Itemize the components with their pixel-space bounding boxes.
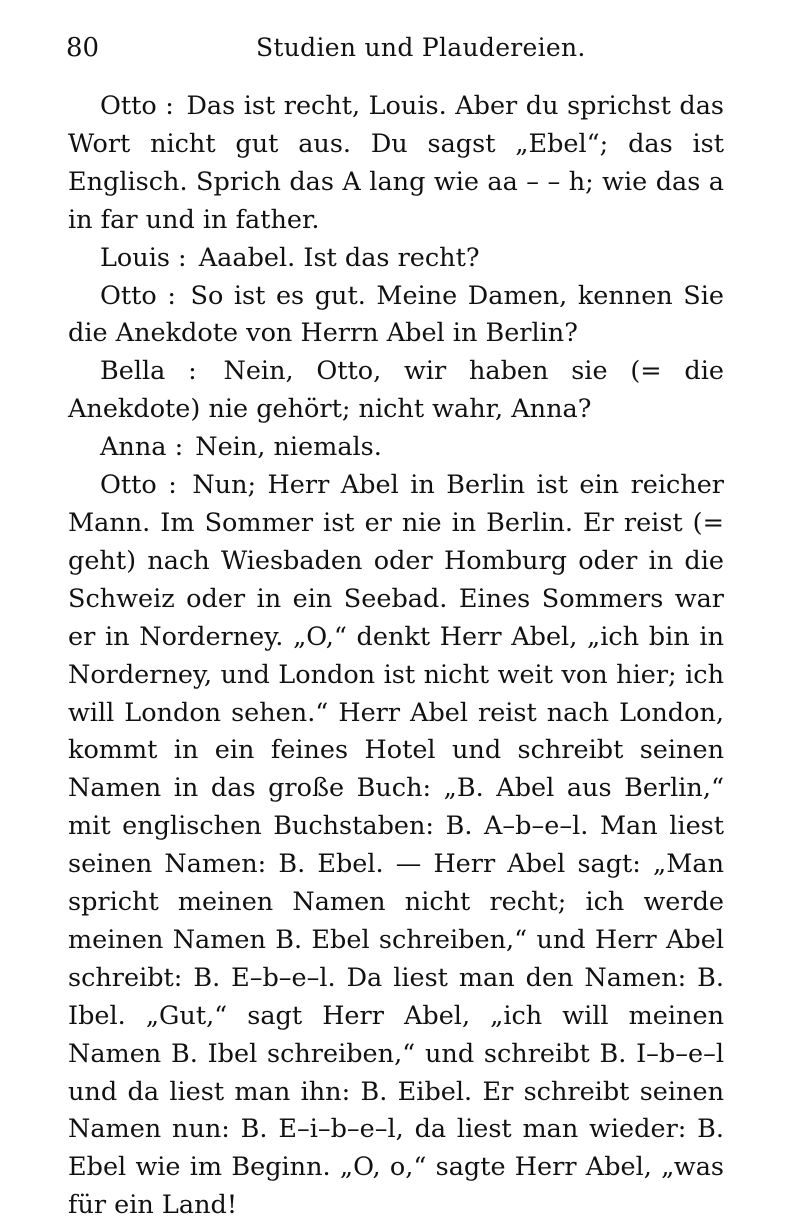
speaker-name: Louis bbox=[100, 242, 170, 273]
speaker-name: Bella bbox=[100, 356, 166, 387]
speaker-name: Otto bbox=[100, 280, 157, 311]
dialogue-text: Nun; Herr Abel in Berlin ist ein reicher Mann. Im Sommer ist er nie in Berlin. Er reist (= geht) nach Wiesbaden oder Homburg oder in die Schweiz oder in ein Seebad. Eines Sommers war er in Norderney. „O,“ denkt Herr Abel, „ich bin in Norderney, und London ist nicht weit von hier; ich will London sehen.“ Herr Abel reist nach London, kommt in ein feines Hotel und schreibt seinen Namen in das große Buch: „B. Abel aus Berlin,“ mit englischen Buchstaben: B. A–b–e–l. Man liest seinen Namen: B. Ebel. — Herr Abel sagt: „Man spricht meinen Namen nicht recht; ich werde meinen Namen B. Ebel schreiben,“ und Herr Abel schreibt: B. E–b–e–l. Da liest man den Namen: B. Ibel. „Gut,“ sagt Herr Abel, „ich will meinen Namen B. Ibel schreiben,“ und schreibt B. I–b–e–l und da liest man ihn: B. Eibel. Er schreibt seinen Namen nun: B. E–i–b–e–l, da liest man wieder: B. Ebel wie im Beginn. „O, o,“ sagte Herr Abel, „was für ein Land! bbox=[68, 470, 724, 1221]
dialogue-text: Das ist recht, Louis. Aber du sprichst das Wort nicht gut aus. Du sagst „Ebel“; das ist Englisch. Sprich das A lang wie aa – – h; wie das a in far und in father. bbox=[68, 91, 725, 235]
dialogue-text: Aaabel. Ist das recht? bbox=[198, 242, 480, 273]
speaker-name: Anna bbox=[100, 432, 167, 463]
dialogue-text: So ist es gut. Meine Damen, kennen Sie die Anekdote von Herrn Abel in Berlin? bbox=[68, 280, 725, 349]
dialogue-text: Nein, niemals. bbox=[195, 432, 382, 463]
page-header bbox=[66, 28, 726, 68]
dialogue-paragraph: Otto : Das ist recht, Louis. Aber du sprichst das Wort nicht gut aus. Du sagst „Ebel“; das ist Englisch. Sprich das A lang wie aa – – h; wie das a in far und in father. bbox=[68, 91, 725, 235]
dialogue-paragraph: Louis : Aaabel. Ist das recht? bbox=[100, 242, 480, 273]
running-title: Studien und Plaudereien. bbox=[256, 33, 586, 62]
dialogue-paragraph: Bella : Nein, Otto, wir haben sie (= die Anekdote) nie gehört; nicht wahr, Anna? bbox=[68, 356, 725, 425]
page-number: 80 bbox=[66, 33, 100, 63]
speaker-name: Otto bbox=[100, 91, 157, 121]
dialogue-paragraph: Anna : Nein, niemals. bbox=[100, 432, 382, 463]
dialogue-text: Nein, Otto, wir haben sie (= die Anekdote) nie gehört; nicht wahr, Anna? bbox=[68, 356, 725, 425]
dialogue-paragraph: Otto : Nun; Herr Abel in Berlin ist ein reicher Mann. Im Sommer ist er nie in Berlin. Er reist (= geht) nach Wiesbaden oder Homburg oder in die Schweiz oder in ein Seebad. Eines Sommers war er in Norderney. „O,“ denkt Herr Abel, „ich bin in Norderney, und London ist nicht weit von hier; ich will London sehen.“ Herr Abel reist nach London, kommt in ein feines Hotel und schreibt seinen Namen in das große Buch: „B. Abel aus Berlin,“ mit englischen Buchstaben: B. A–b–e–l. Man liest seinen Namen: B. Ebel. — Herr Abel sagt: „Man spricht meinen Namen nicht recht; ich werde meinen Namen B. Ebel schreiben,“ und Herr Abel schreibt: B. E–b–e–l. Da liest man den Namen: B. Ibel. „Gut,“ sagt Herr Abel, „ich will meinen Namen B. Ibel schreiben,“ und schreibt B. I–b–e–l und da liest man ihn: B. Eibel. Er schreibt seinen Namen nun: B. E–i–b–e–l, da liest man wieder: B. Ebel wie im Beginn. „O, o,“ sagte Herr Abel, „was für ein Land! bbox=[68, 470, 724, 1221]
body-text bbox=[68, 88, 724, 1225]
dialogue-paragraph: Otto : So ist es gut. Meine Damen, kennen Sie die Anekdote von Herrn Abel in Berlin? bbox=[68, 280, 725, 349]
speaker-name: Otto bbox=[100, 470, 157, 501]
